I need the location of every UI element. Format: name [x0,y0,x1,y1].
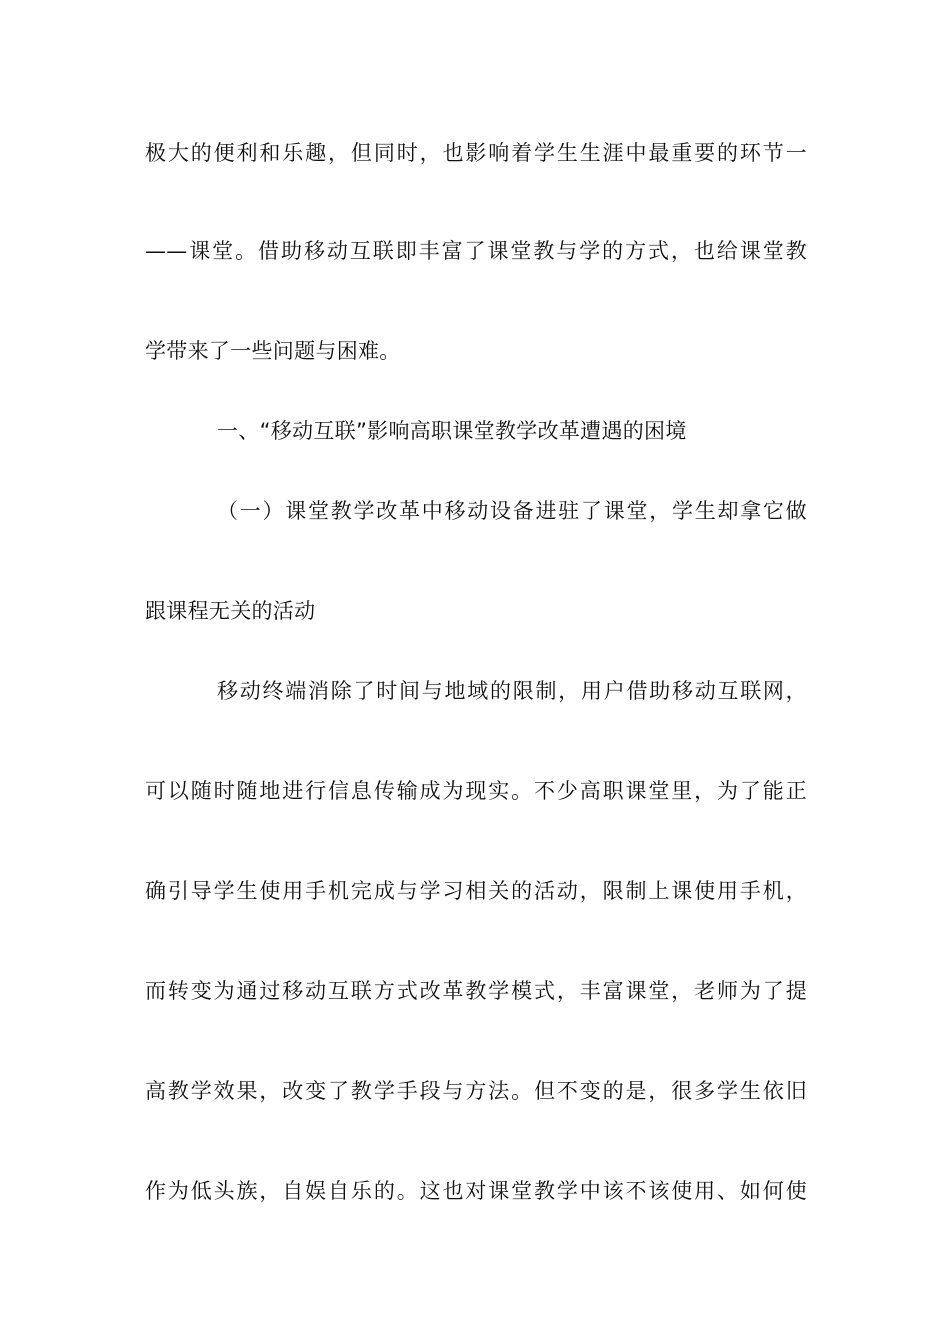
subsection-heading-line-1: （一）课堂教学改革中移动设备进驻了课堂，学生却拿它做 [217,499,807,523]
body-line-2: 可以随时随地进行信息传输成为现实。不少高职课堂里，为了能正 [145,779,807,803]
body-line-4: 而转变为通过移动互联方式改革教学模式，丰富课堂，老师为了提 [145,979,807,1003]
body-line-5: 高教学效果，改变了教学手段与方法。但不变的是，很多学生依旧 [145,1079,807,1103]
body-line-6: 作为低头族，自娱自乐的。这也对课堂教学中该不该使用、如何使 [145,1179,807,1203]
body-line-3: 确引导学生使用手机完成与学习相关的活动，限制上课使用手机， [145,879,807,903]
paragraph-line-1: 极大的便利和乐趣，但同时，也影响着学生生涯中最重要的环节一 [145,141,807,165]
paragraph-line-2: ——课堂。借助移动互联即丰富了课堂教与学的方式，也给课堂教 [145,239,807,263]
body-line-1: 移动终端消除了时间与地域的限制，用户借助移动互联网， [217,679,807,703]
section-heading: 一、“移动互联”影响高职课堂教学改革遭遇的困境 [217,419,687,443]
paragraph-line-3: 学带来了一些问题与困难。 [145,339,401,363]
subsection-heading-line-2: 跟课程无关的活动 [145,599,316,623]
